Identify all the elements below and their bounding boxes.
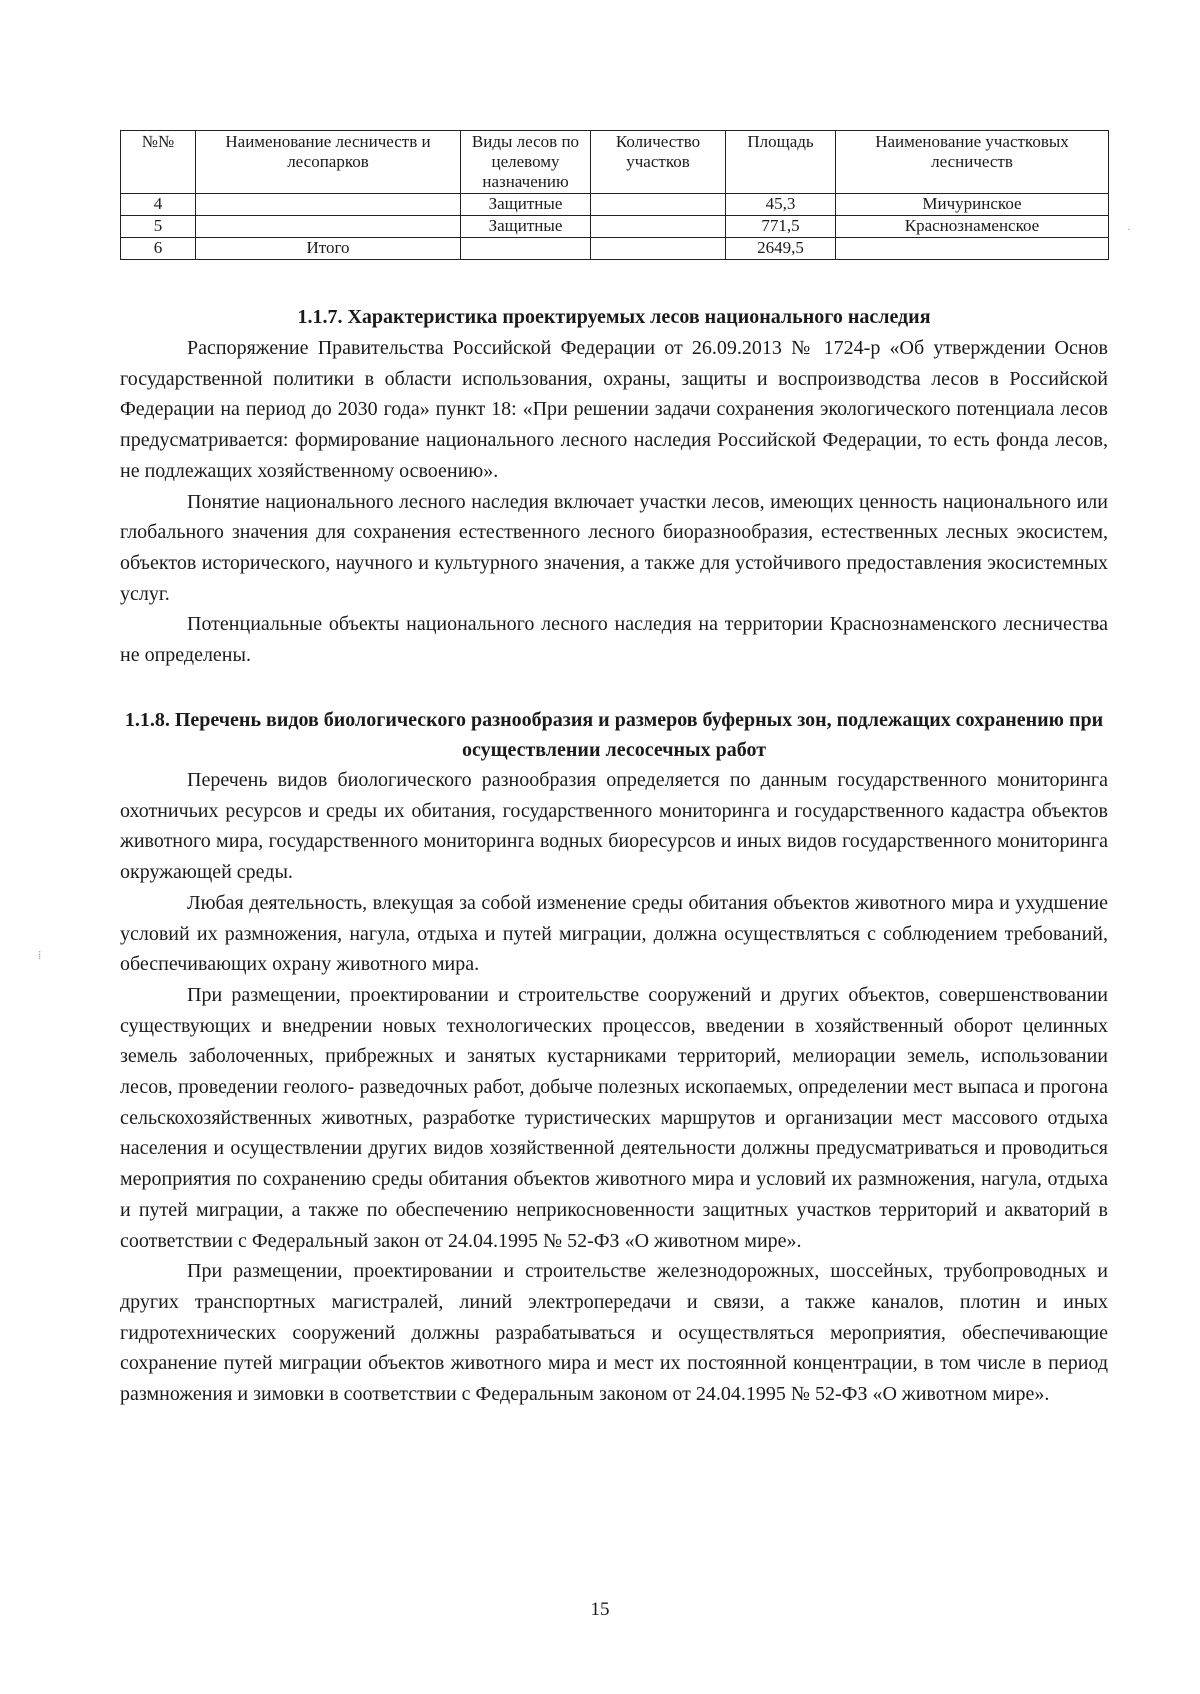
- table-cell: Краснознаменское: [836, 216, 1109, 238]
- table-cell: [591, 238, 726, 260]
- table-row: [121, 194, 1109, 216]
- table-cell: [196, 216, 461, 238]
- table-cell: [461, 238, 591, 260]
- table-cell: 5: [121, 216, 196, 238]
- table-cell: 771,5: [726, 216, 836, 238]
- table-cell: 2649,5: [726, 238, 836, 260]
- table-header-row: [121, 131, 1109, 194]
- table-header-cell: №№: [121, 131, 196, 194]
- paragraph: При размещении, проектировании и строительстве сооружений и других объектов, совершенствовании существующих и внедрении новых технологических процессов, введении в хозяйственный оборот целинных земель заболоченных, прибрежных и занятых кустарниками территорий, мелиорации земель, использовании лесов, проведении геолого- разведочных работ, добыче полезных ископаемых, определении мест выпаса и прогона сельскохозяйственных животных, разработке туристических маршрутов и организации мест массового отдыха населения и осуществлении других видов хозяйственной деятельности должны предусматриваться и проводиться мероприятия по сохранению среды обитания объектов животного мира и условий их размножения, нагула, отдыха и путей миграции, а также по обеспечению неприкосновенности защитных участков территорий и акваторий в соответствии с Федеральный закон от 24.04.1995 № 52-ФЗ «О животном мире».: [120, 983, 1108, 1252]
- table-header-cell: Площадь: [726, 131, 836, 194]
- table-cell: Мичуринское: [836, 194, 1109, 216]
- table-cell: 4: [121, 194, 196, 216]
- table-header-cell: Наименование лесничеств и лесопарков: [196, 131, 461, 194]
- scan-speck: ⁞: [38, 948, 42, 962]
- section-117-body: [120, 333, 1108, 671]
- table-header-cell: Наименование участковых лесничеств: [836, 131, 1109, 194]
- scan-speck: ·: [1127, 222, 1131, 236]
- paragraph: Распоряжение Правительства Российской Федерации от 26.09.2013 № 1724-р «Об утверждении Основ государственной политики в области использования, охраны, защиты и воспроизводства лесов в Российской Федерации на период до 2030 года» пункт 18: «При решении задачи сохранения экологического потенциала лесов предусматривается: формирование национального лесного наследия Российской Федерации, то есть фонда лесов, не подлежащих хозяйственному освоению».: [120, 337, 1108, 482]
- table-cell: Итого: [196, 238, 461, 260]
- table-cell: [591, 216, 726, 238]
- paragraph: При размещении, проектировании и строительстве железнодорожных, шоссейных, трубопроводных и других транспортных магистралей, линий электропередачи и связи, а также каналов, плотин и иных гидротехнических сооружений должны разрабатываться и осуществляться мероприятия, обеспечивающие сохранение путей миграции объектов животного мира и мест их постоянной концентрации, в том числе в период размножения и зимовки в соответствии с Федеральным законом от 24.04.1995 № 52-ФЗ «О животном мире».: [120, 1260, 1108, 1406]
- table-cell: [836, 238, 1109, 260]
- forest-table: [120, 130, 1109, 260]
- page-number: 15: [590, 1599, 610, 1620]
- table-cell: Защитные: [461, 216, 591, 238]
- section-118-body: [120, 765, 1108, 1410]
- table-row: [121, 238, 1109, 260]
- table-header-cell: Количество участков: [591, 131, 726, 194]
- paragraph: Перечень видов биологического разнообразия определяется по данным государственного мониторинга охотничьих ресурсов и среды их обитания, государственного мониторинга и государственного кадастра объектов животного мира, государственного мониторинга водных биоресурсов и иных видов государственного мониторинга окружающей среды.: [120, 769, 1108, 884]
- table-cell: [591, 194, 726, 216]
- section-heading-117: 1.1.7. Характеристика проектируемых лесов национального наследия: [297, 306, 931, 328]
- paragraph: Потенциальные объекты национального лесного наследия на территории Краснознаменского лесничества не определены.: [120, 613, 1108, 667]
- paragraph: Любая деятельность, влекущая за собой изменение среды обитания объектов животного мира и ухудшение условий их размножения, нагула, отдыха и путей миграции, должна осуществляться с соблюдением требований, обеспечивающих охрану животного мира.: [120, 891, 1108, 976]
- section-heading-118: 1.1.8. Перечень видов биологического разнообразия и размеров буферных зон, подлежащих сохранению при осуществлении лесосечных работ: [124, 709, 1104, 761]
- table-cell: [196, 194, 461, 216]
- table-cell: 45,3: [726, 194, 836, 216]
- table-header-cell: Виды лесов по целевому назначению: [461, 131, 591, 194]
- table-cell: 6: [121, 238, 196, 260]
- paragraph: Понятие национального лесного наследия включает участки лесов, имеющих ценность национального или глобального значения для сохранения естественного лесного биоразнообразия, естественных лесных экосистем, объектов исторического, научного и культурного значения, а также для устойчивого предоставления экосистемных услуг.: [120, 490, 1108, 605]
- table-cell: Защитные: [461, 194, 591, 216]
- table-row: [121, 216, 1109, 238]
